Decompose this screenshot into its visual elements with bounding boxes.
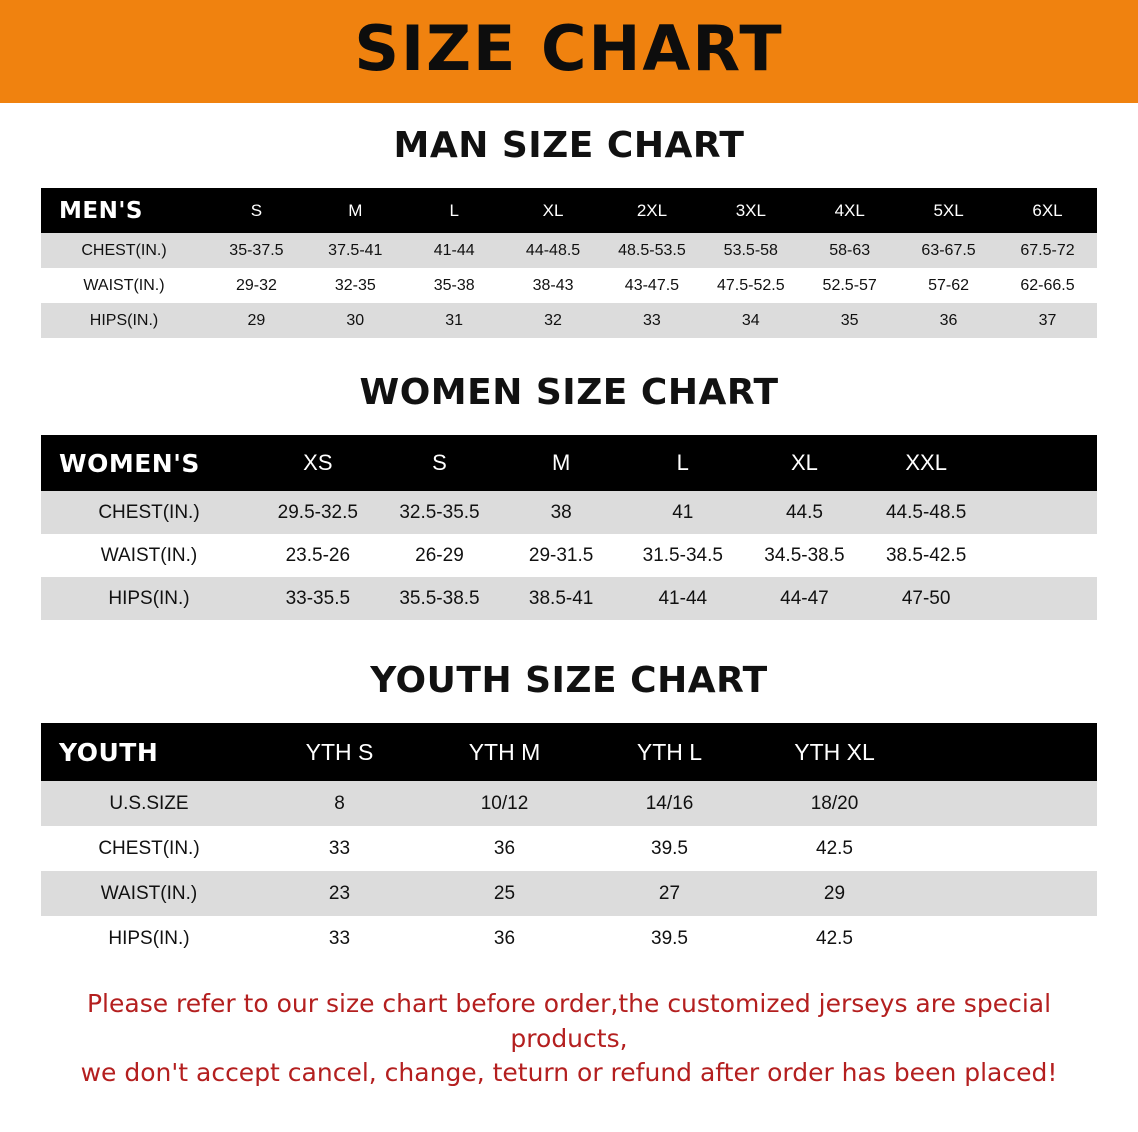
youth-row-label-ussize: U.S.SIZE xyxy=(109,792,189,814)
man-col-7: 4XL xyxy=(834,200,865,220)
man-col-9: 6XL xyxy=(1032,200,1063,220)
table-cell: 29.5-32.5 xyxy=(277,501,358,523)
table-row xyxy=(41,826,1097,871)
table-cell: 26-29 xyxy=(415,544,464,566)
table-cell: 36 xyxy=(493,927,516,949)
women-col-2: S xyxy=(432,450,447,475)
table-cell: 23.5-26 xyxy=(285,544,351,566)
women-section-heading: WOMEN SIZE CHART xyxy=(359,372,779,413)
table-row xyxy=(41,233,1097,268)
table-cell: 33 xyxy=(328,927,351,949)
table-cell: 18/20 xyxy=(810,792,859,814)
table-cell: 57-62 xyxy=(928,276,970,294)
table-cell: 31 xyxy=(445,311,464,329)
table-cell: 29-31.5 xyxy=(528,544,594,566)
man-col-2: M xyxy=(348,200,363,220)
women-size-table xyxy=(41,435,1097,620)
man-section-heading: MAN SIZE CHART xyxy=(393,125,745,166)
table-cell: 47-50 xyxy=(901,587,951,609)
man-row-label-chest: CHEST(IN.) xyxy=(81,241,167,259)
table-cell-empty xyxy=(987,491,1097,534)
table-cell: 48.5-53.5 xyxy=(618,241,686,259)
youth-table-header xyxy=(41,723,1097,781)
women-col-spacer xyxy=(987,435,1097,491)
youth-section-heading: YOUTH SIZE CHART xyxy=(370,660,768,701)
table-cell: 36 xyxy=(939,311,958,329)
table-cell: 34 xyxy=(741,311,760,329)
banner xyxy=(0,0,1138,103)
women-row-label-chest: CHEST(IN.) xyxy=(98,501,200,523)
man-row-label-hips: HIPS(IN.) xyxy=(89,311,159,329)
table-row xyxy=(41,491,1097,534)
youth-col-spacer xyxy=(917,723,1097,781)
table-cell: 29-32 xyxy=(235,276,277,294)
table-cell: 35-38 xyxy=(433,276,475,294)
table-row xyxy=(41,268,1097,303)
table-cell: 37 xyxy=(1038,311,1057,329)
table-cell: 63-67.5 xyxy=(921,241,976,259)
table-cell: 38-43 xyxy=(532,276,574,294)
women-col-4: L xyxy=(676,450,689,475)
table-cell: 23 xyxy=(328,882,351,904)
table-cell: 25 xyxy=(493,882,516,904)
table-cell: 44-47 xyxy=(780,587,829,609)
man-row-header: MEN'S xyxy=(59,197,143,224)
table-header-row xyxy=(41,188,1097,233)
table-cell: 39.5 xyxy=(651,837,688,859)
table-cell: 35 xyxy=(840,311,859,329)
table-cell: 35.5-38.5 xyxy=(399,587,480,609)
policy-note-line-1: Please refer to our size chart before order,the customized jerseys are special products, xyxy=(86,989,1052,1053)
women-table-body xyxy=(41,491,1097,620)
table-cell: 43-47.5 xyxy=(624,276,680,294)
man-col-5: 2XL xyxy=(636,200,668,220)
table-cell: 38 xyxy=(550,501,572,523)
table-cell: 27 xyxy=(658,882,681,904)
women-size-table-wrap xyxy=(41,435,1097,620)
table-row xyxy=(41,781,1097,826)
table-cell: 36 xyxy=(493,837,516,859)
table-cell: 8 xyxy=(334,792,345,814)
table-cell: 34.5-38.5 xyxy=(764,544,845,566)
table-cell: 58-63 xyxy=(829,241,871,259)
table-cell: 38.5-42.5 xyxy=(885,544,967,566)
table-cell: 10/12 xyxy=(480,792,529,814)
man-table-header xyxy=(41,188,1097,233)
table-row xyxy=(41,577,1097,620)
table-cell-empty xyxy=(917,916,1097,961)
youth-col-1: YTH S xyxy=(305,738,374,765)
table-row xyxy=(41,871,1097,916)
table-cell: 67.5-72 xyxy=(1020,241,1075,259)
man-col-8: 5XL xyxy=(933,200,964,220)
table-cell-empty xyxy=(917,871,1097,916)
table-cell: 32-35 xyxy=(334,276,376,294)
table-header-row xyxy=(41,435,1097,491)
table-cell: 62-66.5 xyxy=(1020,276,1075,294)
table-row xyxy=(41,303,1097,338)
table-cell: 44.5 xyxy=(785,501,823,523)
man-col-1: S xyxy=(250,200,263,220)
table-cell: 42.5 xyxy=(816,927,853,949)
youth-size-table xyxy=(41,723,1097,961)
table-cell: 29 xyxy=(823,882,846,904)
women-table-header xyxy=(41,435,1097,491)
man-size-table xyxy=(41,188,1097,338)
youth-col-4: YTH XL xyxy=(794,738,875,765)
table-cell: 52.5-57 xyxy=(822,276,877,294)
table-cell: 41-44 xyxy=(433,241,475,259)
women-col-3: M xyxy=(551,450,571,475)
table-cell: 30 xyxy=(346,311,365,329)
table-cell: 44-48.5 xyxy=(525,241,581,259)
table-row xyxy=(41,916,1097,961)
man-row-label-waist: WAIST(IN.) xyxy=(83,276,165,294)
policy-note-line-2: we don't accept cancel, change, teturn or refund after order has been placed! xyxy=(80,1058,1058,1087)
table-cell: 44.5-48.5 xyxy=(885,501,967,523)
page-title: SIZE CHART xyxy=(354,11,784,85)
women-row-header: WOMEN'S xyxy=(59,448,200,478)
table-cell: 37.5-41 xyxy=(328,241,383,259)
women-col-1: XS xyxy=(303,450,333,475)
table-cell-empty xyxy=(917,781,1097,826)
table-cell: 32 xyxy=(544,311,562,329)
youth-row-header: YOUTH xyxy=(59,737,159,767)
man-col-6: 3XL xyxy=(735,200,766,220)
table-cell: 38.5-41 xyxy=(528,587,594,609)
table-cell: 39.5 xyxy=(651,927,688,949)
table-cell-empty xyxy=(917,826,1097,871)
table-cell: 31.5-34.5 xyxy=(642,544,723,566)
table-cell: 14/16 xyxy=(645,792,694,814)
table-cell: 29 xyxy=(247,311,266,329)
table-cell: 35-37.5 xyxy=(229,241,284,259)
man-col-3: L xyxy=(449,200,459,220)
youth-size-table-wrap xyxy=(41,723,1097,961)
youth-col-2: YTH M xyxy=(468,738,541,765)
women-col-6: XXL xyxy=(905,450,947,475)
table-cell: 32.5-35.5 xyxy=(399,501,480,523)
table-cell: 33 xyxy=(328,837,351,859)
table-cell: 42.5 xyxy=(816,837,853,859)
table-cell: 41-44 xyxy=(658,587,708,609)
table-cell-empty xyxy=(987,534,1097,577)
youth-col-3: YTH L xyxy=(636,738,703,765)
man-table-body xyxy=(41,233,1097,338)
table-cell: 41 xyxy=(672,501,694,523)
man-size-table-wrap xyxy=(41,188,1097,338)
policy-note xyxy=(39,987,1099,1091)
man-col-4: XL xyxy=(542,200,564,220)
youth-row-label-chest: CHEST(IN.) xyxy=(98,837,200,859)
table-header-row xyxy=(41,723,1097,781)
table-cell: 33-35.5 xyxy=(285,587,351,609)
table-cell-empty xyxy=(987,577,1097,620)
women-row-label-waist: WAIST(IN.) xyxy=(100,544,198,566)
table-cell: 47.5-52.5 xyxy=(717,276,785,294)
women-row-label-hips: HIPS(IN.) xyxy=(108,587,190,609)
youth-row-label-waist: WAIST(IN.) xyxy=(100,882,198,904)
table-cell: 33 xyxy=(643,311,661,329)
youth-row-label-hips: HIPS(IN.) xyxy=(108,927,190,949)
table-row xyxy=(41,534,1097,577)
youth-table-body xyxy=(41,781,1097,961)
table-cell: 53.5-58 xyxy=(723,241,778,259)
women-col-5: XL xyxy=(790,450,818,475)
